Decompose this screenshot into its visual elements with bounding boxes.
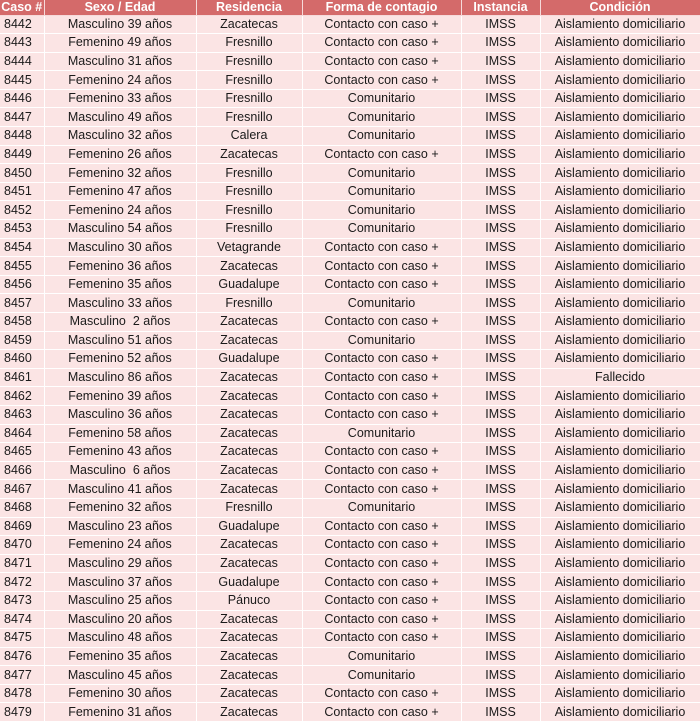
table-row bbox=[0, 201, 700, 220]
condicion-cell: Aislamiento domiciliario bbox=[540, 257, 700, 276]
header-instancia: Instancia bbox=[461, 0, 540, 15]
condicion-cell: Aislamiento domiciliario bbox=[540, 34, 700, 53]
sexo-edad-cell: Masculino 33 años bbox=[44, 294, 196, 313]
table-row bbox=[0, 71, 700, 90]
residencia-cell: Zacatecas bbox=[196, 629, 302, 648]
sexo-edad-cell: Masculino 29 años bbox=[44, 554, 196, 573]
sexo-edad-cell: Masculino 48 años bbox=[44, 629, 196, 648]
residencia-cell: Fresnillo bbox=[196, 108, 302, 127]
sexo-edad-cell: Masculino 45 años bbox=[44, 666, 196, 685]
forma-de-contagio-cell: Contacto con caso + bbox=[302, 15, 461, 34]
caso-cell: 8456 bbox=[0, 275, 44, 294]
instancia-cell: IMSS bbox=[461, 89, 540, 108]
condicion-cell: Fallecido bbox=[540, 368, 700, 387]
residencia-cell: Fresnillo bbox=[196, 498, 302, 517]
condicion-cell: Aislamiento domiciliario bbox=[540, 182, 700, 201]
condicion-cell: Aislamiento domiciliario bbox=[540, 405, 700, 424]
caso-cell: 8459 bbox=[0, 331, 44, 350]
table-row bbox=[0, 647, 700, 666]
sexo-edad-cell: Masculino 30 años bbox=[44, 238, 196, 257]
caso-cell: 8467 bbox=[0, 480, 44, 499]
caso-cell: 8442 bbox=[0, 15, 44, 34]
instancia-cell: IMSS bbox=[461, 71, 540, 90]
instancia-cell: IMSS bbox=[461, 182, 540, 201]
caso-cell: 8452 bbox=[0, 201, 44, 220]
sexo-edad-cell: Femenino 35 años bbox=[44, 647, 196, 666]
instancia-cell: IMSS bbox=[461, 313, 540, 332]
condicion-cell: Aislamiento domiciliario bbox=[540, 629, 700, 648]
table-row bbox=[0, 127, 700, 146]
table-row bbox=[0, 164, 700, 183]
condicion-cell: Aislamiento domiciliario bbox=[540, 517, 700, 536]
sexo-edad-cell: Masculino 86 años bbox=[44, 368, 196, 387]
sexo-edad-cell: Masculino 41 años bbox=[44, 480, 196, 499]
sexo-edad-cell: Masculino 6 años bbox=[44, 461, 196, 480]
forma-de-contagio-cell: Contacto con caso + bbox=[302, 684, 461, 703]
sexo-edad-cell: Femenino 32 años bbox=[44, 164, 196, 183]
residencia-cell: Fresnillo bbox=[196, 164, 302, 183]
forma-de-contagio-cell: Comunitario bbox=[302, 201, 461, 220]
residencia-cell: Zacatecas bbox=[196, 461, 302, 480]
header-caso: Caso # bbox=[1, 0, 43, 15]
forma-de-contagio-cell: Comunitario bbox=[302, 498, 461, 517]
instancia-cell: IMSS bbox=[461, 536, 540, 555]
table-row bbox=[0, 498, 700, 517]
condicion-cell: Aislamiento domiciliario bbox=[540, 424, 700, 443]
residencia-cell: Zacatecas bbox=[196, 536, 302, 555]
instancia-cell: IMSS bbox=[461, 647, 540, 666]
caso-cell: 8471 bbox=[0, 554, 44, 573]
instancia-cell: IMSS bbox=[461, 684, 540, 703]
table-row bbox=[0, 461, 700, 480]
instancia-cell: IMSS bbox=[461, 294, 540, 313]
header-residencia: Residencia bbox=[196, 0, 302, 15]
caso-cell: 8461 bbox=[0, 368, 44, 387]
forma-de-contagio-cell: Contacto con caso + bbox=[302, 52, 461, 71]
sexo-edad-cell: Masculino 2 años bbox=[44, 313, 196, 332]
sexo-edad-cell: Femenino 24 años bbox=[44, 536, 196, 555]
instancia-cell: IMSS bbox=[461, 443, 540, 462]
condicion-cell: Aislamiento domiciliario bbox=[540, 443, 700, 462]
table-row bbox=[0, 15, 700, 34]
table-row bbox=[0, 145, 700, 164]
caso-cell: 8444 bbox=[0, 52, 44, 71]
instancia-cell: IMSS bbox=[461, 368, 540, 387]
forma-de-contagio-cell: Contacto con caso + bbox=[302, 610, 461, 629]
forma-de-contagio-cell: Comunitario bbox=[302, 647, 461, 666]
header-row bbox=[0, 0, 700, 15]
forma-de-contagio-cell: Contacto con caso + bbox=[302, 350, 461, 369]
sexo-edad-cell: Femenino 39 años bbox=[44, 387, 196, 406]
table-body bbox=[0, 15, 700, 722]
forma-de-contagio-cell: Contacto con caso + bbox=[302, 554, 461, 573]
caso-cell: 8479 bbox=[0, 703, 44, 722]
residencia-cell: Zacatecas bbox=[196, 405, 302, 424]
forma-de-contagio-cell: Contacto con caso + bbox=[302, 34, 461, 53]
forma-de-contagio-cell: Contacto con caso + bbox=[302, 71, 461, 90]
sexo-edad-cell: Femenino 30 años bbox=[44, 684, 196, 703]
condicion-cell: Aislamiento domiciliario bbox=[540, 573, 700, 592]
caso-cell: 8457 bbox=[0, 294, 44, 313]
caso-cell: 8464 bbox=[0, 424, 44, 443]
forma-de-contagio-cell: Comunitario bbox=[302, 220, 461, 239]
condicion-cell: Aislamiento domiciliario bbox=[540, 145, 700, 164]
caso-cell: 8446 bbox=[0, 89, 44, 108]
condicion-cell: Aislamiento domiciliario bbox=[540, 666, 700, 685]
table-row bbox=[0, 294, 700, 313]
sexo-edad-cell: Femenino 24 años bbox=[44, 201, 196, 220]
instancia-cell: IMSS bbox=[461, 108, 540, 127]
condicion-cell: Aislamiento domiciliario bbox=[540, 52, 700, 71]
sexo-edad-cell: Masculino 25 años bbox=[44, 591, 196, 610]
table-row bbox=[0, 517, 700, 536]
table-row bbox=[0, 331, 700, 350]
residencia-cell: Zacatecas bbox=[196, 666, 302, 685]
forma-de-contagio-cell: Contacto con caso + bbox=[302, 573, 461, 592]
caso-cell: 8474 bbox=[0, 610, 44, 629]
condicion-cell: Aislamiento domiciliario bbox=[540, 275, 700, 294]
instancia-cell: IMSS bbox=[461, 145, 540, 164]
sexo-edad-cell: Femenino 31 años bbox=[44, 703, 196, 722]
header-condicion: Condición bbox=[540, 0, 700, 15]
condicion-cell: Aislamiento domiciliario bbox=[540, 610, 700, 629]
table-header bbox=[0, 0, 700, 15]
caso-cell: 8450 bbox=[0, 164, 44, 183]
instancia-cell: IMSS bbox=[461, 573, 540, 592]
instancia-cell: IMSS bbox=[461, 15, 540, 34]
caso-cell: 8448 bbox=[0, 127, 44, 146]
table-row bbox=[0, 405, 700, 424]
condicion-cell: Aislamiento domiciliario bbox=[540, 127, 700, 146]
condicion-cell: Aislamiento domiciliario bbox=[540, 536, 700, 555]
sexo-edad-cell: Femenino 35 años bbox=[44, 275, 196, 294]
forma-de-contagio-cell: Contacto con caso + bbox=[302, 461, 461, 480]
forma-de-contagio-cell: Contacto con caso + bbox=[302, 405, 461, 424]
caso-cell: 8449 bbox=[0, 145, 44, 164]
condicion-cell: Aislamiento domiciliario bbox=[540, 89, 700, 108]
forma-de-contagio-cell: Comunitario bbox=[302, 89, 461, 108]
caso-cell: 8476 bbox=[0, 647, 44, 666]
forma-de-contagio-cell: Contacto con caso + bbox=[302, 443, 461, 462]
caso-cell: 8466 bbox=[0, 461, 44, 480]
forma-de-contagio-cell: Contacto con caso + bbox=[302, 257, 461, 276]
caso-cell: 8455 bbox=[0, 257, 44, 276]
residencia-cell: Zacatecas bbox=[196, 145, 302, 164]
condicion-cell: Aislamiento domiciliario bbox=[540, 294, 700, 313]
sexo-edad-cell: Masculino 49 años bbox=[44, 108, 196, 127]
sexo-edad-cell: Femenino 52 años bbox=[44, 350, 196, 369]
residencia-cell: Zacatecas bbox=[196, 387, 302, 406]
forma-de-contagio-cell: Contacto con caso + bbox=[302, 238, 461, 257]
forma-de-contagio-cell: Contacto con caso + bbox=[302, 517, 461, 536]
forma-de-contagio-cell: Contacto con caso + bbox=[302, 313, 461, 332]
sexo-edad-cell: Masculino 51 años bbox=[44, 331, 196, 350]
residencia-cell: Fresnillo bbox=[196, 52, 302, 71]
condicion-cell: Aislamiento domiciliario bbox=[540, 703, 700, 722]
residencia-cell: Zacatecas bbox=[196, 331, 302, 350]
residencia-cell: Zacatecas bbox=[196, 684, 302, 703]
condicion-cell: Aislamiento domiciliario bbox=[540, 554, 700, 573]
header-sexo-edad: Sexo / Edad bbox=[44, 0, 196, 15]
table-row bbox=[0, 573, 700, 592]
forma-de-contagio-cell: Comunitario bbox=[302, 182, 461, 201]
sexo-edad-cell: Femenino 32 años bbox=[44, 498, 196, 517]
caso-cell: 8472 bbox=[0, 573, 44, 592]
caso-cell: 8477 bbox=[0, 666, 44, 685]
header-forma-de-contagio: Forma de contagio bbox=[302, 0, 461, 15]
instancia-cell: IMSS bbox=[461, 517, 540, 536]
caso-cell: 8473 bbox=[0, 591, 44, 610]
sexo-edad-cell: Femenino 36 años bbox=[44, 257, 196, 276]
table-row bbox=[0, 182, 700, 201]
sexo-edad-cell: Masculino 32 años bbox=[44, 127, 196, 146]
table-row bbox=[0, 703, 700, 722]
caso-cell: 8468 bbox=[0, 498, 44, 517]
residencia-cell: Guadalupe bbox=[196, 350, 302, 369]
instancia-cell: IMSS bbox=[461, 257, 540, 276]
instancia-cell: IMSS bbox=[461, 461, 540, 480]
condicion-cell: Aislamiento domiciliario bbox=[540, 164, 700, 183]
residencia-cell: Guadalupe bbox=[196, 517, 302, 536]
forma-de-contagio-cell: Comunitario bbox=[302, 666, 461, 685]
residencia-cell: Fresnillo bbox=[196, 71, 302, 90]
table-row bbox=[0, 536, 700, 555]
sexo-edad-cell: Femenino 49 años bbox=[44, 34, 196, 53]
forma-de-contagio-cell: Comunitario bbox=[302, 294, 461, 313]
caso-cell: 8458 bbox=[0, 313, 44, 332]
condicion-cell: Aislamiento domiciliario bbox=[540, 387, 700, 406]
sexo-edad-cell: Femenino 43 años bbox=[44, 443, 196, 462]
table-row bbox=[0, 108, 700, 127]
instancia-cell: IMSS bbox=[461, 201, 540, 220]
instancia-cell: IMSS bbox=[461, 127, 540, 146]
condicion-cell: Aislamiento domiciliario bbox=[540, 591, 700, 610]
instancia-cell: IMSS bbox=[461, 164, 540, 183]
table-row bbox=[0, 238, 700, 257]
residencia-cell: Vetagrande bbox=[196, 238, 302, 257]
table-row bbox=[0, 424, 700, 443]
table-row bbox=[0, 554, 700, 573]
condicion-cell: Aislamiento domiciliario bbox=[540, 108, 700, 127]
instancia-cell: IMSS bbox=[461, 591, 540, 610]
forma-de-contagio-cell: Contacto con caso + bbox=[302, 368, 461, 387]
instancia-cell: IMSS bbox=[461, 610, 540, 629]
condicion-cell: Aislamiento domiciliario bbox=[540, 313, 700, 332]
table-row bbox=[0, 89, 700, 108]
instancia-cell: IMSS bbox=[461, 331, 540, 350]
instancia-cell: IMSS bbox=[461, 350, 540, 369]
forma-de-contagio-cell: Comunitario bbox=[302, 424, 461, 443]
table-row bbox=[0, 34, 700, 53]
sexo-edad-cell: Femenino 47 años bbox=[44, 182, 196, 201]
residencia-cell: Guadalupe bbox=[196, 573, 302, 592]
residencia-cell: Zacatecas bbox=[196, 313, 302, 332]
instancia-cell: IMSS bbox=[461, 220, 540, 239]
instancia-cell: IMSS bbox=[461, 405, 540, 424]
table-row bbox=[0, 629, 700, 648]
forma-de-contagio-cell: Contacto con caso + bbox=[302, 480, 461, 499]
residencia-cell: Guadalupe bbox=[196, 275, 302, 294]
table-row bbox=[0, 387, 700, 406]
forma-de-contagio-cell: Comunitario bbox=[302, 127, 461, 146]
residencia-cell: Fresnillo bbox=[196, 201, 302, 220]
condicion-cell: Aislamiento domiciliario bbox=[540, 331, 700, 350]
table-row bbox=[0, 368, 700, 387]
residencia-cell: Fresnillo bbox=[196, 182, 302, 201]
forma-de-contagio-cell: Comunitario bbox=[302, 164, 461, 183]
table-row bbox=[0, 610, 700, 629]
instancia-cell: IMSS bbox=[461, 275, 540, 294]
caso-cell: 8453 bbox=[0, 220, 44, 239]
condicion-cell: Aislamiento domiciliario bbox=[540, 684, 700, 703]
instancia-cell: IMSS bbox=[461, 480, 540, 499]
caso-cell: 8443 bbox=[0, 34, 44, 53]
caso-cell: 8447 bbox=[0, 108, 44, 127]
forma-de-contagio-cell: Comunitario bbox=[302, 331, 461, 350]
sexo-edad-cell: Masculino 20 años bbox=[44, 610, 196, 629]
instancia-cell: IMSS bbox=[461, 424, 540, 443]
sexo-edad-cell: Femenino 33 años bbox=[44, 89, 196, 108]
forma-de-contagio-cell: Comunitario bbox=[302, 108, 461, 127]
caso-cell: 8478 bbox=[0, 684, 44, 703]
condicion-cell: Aislamiento domiciliario bbox=[540, 201, 700, 220]
caso-cell: 8475 bbox=[0, 629, 44, 648]
caso-cell: 8470 bbox=[0, 536, 44, 555]
residencia-cell: Zacatecas bbox=[196, 257, 302, 276]
condicion-cell: Aislamiento domiciliario bbox=[540, 220, 700, 239]
table-row bbox=[0, 220, 700, 239]
condicion-cell: Aislamiento domiciliario bbox=[540, 480, 700, 499]
residencia-cell: Fresnillo bbox=[196, 34, 302, 53]
sexo-edad-cell: Masculino 39 años bbox=[44, 15, 196, 34]
table-row bbox=[0, 591, 700, 610]
table-row bbox=[0, 257, 700, 276]
instancia-cell: IMSS bbox=[461, 666, 540, 685]
condicion-cell: Aislamiento domiciliario bbox=[540, 71, 700, 90]
forma-de-contagio-cell: Contacto con caso + bbox=[302, 145, 461, 164]
caso-cell: 8454 bbox=[0, 238, 44, 257]
residencia-cell: Pánuco bbox=[196, 591, 302, 610]
sexo-edad-cell: Masculino 23 años bbox=[44, 517, 196, 536]
residencia-cell: Zacatecas bbox=[196, 480, 302, 499]
table-row bbox=[0, 684, 700, 703]
caso-cell: 8445 bbox=[0, 71, 44, 90]
forma-de-contagio-cell: Contacto con caso + bbox=[302, 629, 461, 648]
table-row bbox=[0, 666, 700, 685]
caso-cell: 8460 bbox=[0, 350, 44, 369]
caso-cell: 8469 bbox=[0, 517, 44, 536]
sexo-edad-cell: Femenino 24 años bbox=[44, 71, 196, 90]
forma-de-contagio-cell: Contacto con caso + bbox=[302, 536, 461, 555]
residencia-cell: Zacatecas bbox=[196, 647, 302, 666]
residencia-cell: Zacatecas bbox=[196, 443, 302, 462]
instancia-cell: IMSS bbox=[461, 498, 540, 517]
residencia-cell: Zacatecas bbox=[196, 554, 302, 573]
condicion-cell: Aislamiento domiciliario bbox=[540, 238, 700, 257]
residencia-cell: Zacatecas bbox=[196, 610, 302, 629]
residencia-cell: Fresnillo bbox=[196, 89, 302, 108]
caso-cell: 8462 bbox=[0, 387, 44, 406]
instancia-cell: IMSS bbox=[461, 387, 540, 406]
residencia-cell: Zacatecas bbox=[196, 424, 302, 443]
condicion-cell: Aislamiento domiciliario bbox=[540, 498, 700, 517]
condicion-cell: Aislamiento domiciliario bbox=[540, 647, 700, 666]
residencia-cell: Zacatecas bbox=[196, 15, 302, 34]
instancia-cell: IMSS bbox=[461, 34, 540, 53]
table-row bbox=[0, 275, 700, 294]
condicion-cell: Aislamiento domiciliario bbox=[540, 15, 700, 34]
caso-cell: 8463 bbox=[0, 405, 44, 424]
residencia-cell: Fresnillo bbox=[196, 220, 302, 239]
instancia-cell: IMSS bbox=[461, 703, 540, 722]
forma-de-contagio-cell: Contacto con caso + bbox=[302, 703, 461, 722]
caso-cell: 8451 bbox=[0, 182, 44, 201]
table-row bbox=[0, 480, 700, 499]
forma-de-contagio-cell: Contacto con caso + bbox=[302, 591, 461, 610]
table-row bbox=[0, 313, 700, 332]
sexo-edad-cell: Femenino 58 años bbox=[44, 424, 196, 443]
residencia-cell: Zacatecas bbox=[196, 703, 302, 722]
residencia-cell: Zacatecas bbox=[196, 368, 302, 387]
sexo-edad-cell: Masculino 54 años bbox=[44, 220, 196, 239]
condicion-cell: Aislamiento domiciliario bbox=[540, 350, 700, 369]
sexo-edad-cell: Femenino 26 años bbox=[44, 145, 196, 164]
caso-cell: 8465 bbox=[0, 443, 44, 462]
instancia-cell: IMSS bbox=[461, 238, 540, 257]
forma-de-contagio-cell: Contacto con caso + bbox=[302, 275, 461, 294]
instancia-cell: IMSS bbox=[461, 629, 540, 648]
sexo-edad-cell: Masculino 37 años bbox=[44, 573, 196, 592]
residencia-cell: Fresnillo bbox=[196, 294, 302, 313]
table-row bbox=[0, 350, 700, 369]
forma-de-contagio-cell: Contacto con caso + bbox=[302, 387, 461, 406]
sexo-edad-cell: Masculino 31 años bbox=[44, 52, 196, 71]
sexo-edad-cell: Masculino 36 años bbox=[44, 405, 196, 424]
instancia-cell: IMSS bbox=[461, 554, 540, 573]
table-row bbox=[0, 52, 700, 71]
instancia-cell: IMSS bbox=[461, 52, 540, 71]
residencia-cell: Calera bbox=[196, 127, 302, 146]
table-row bbox=[0, 443, 700, 462]
condicion-cell: Aislamiento domiciliario bbox=[540, 461, 700, 480]
